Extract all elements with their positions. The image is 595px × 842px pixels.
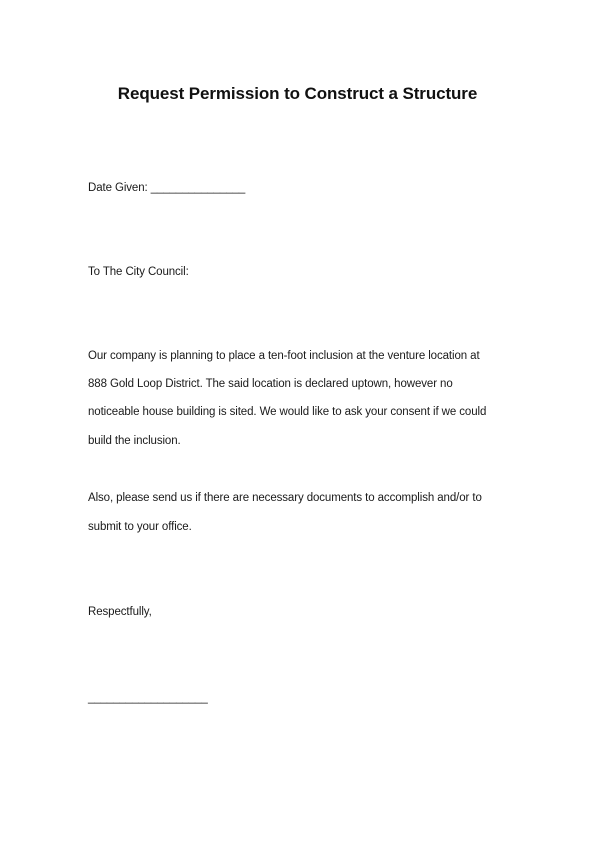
closing: Respectfully, [88, 606, 152, 618]
paragraph-1-line-2: 888 Gold Loop District. The said location is declared uptown, however no [88, 378, 453, 390]
paragraph-2-line-2: submit to your office. [88, 521, 192, 533]
date-given-line: Date Given: _______________ [88, 182, 246, 194]
paragraph-1-line-4: build the inclusion. [88, 435, 181, 447]
salutation: To The City Council: [88, 266, 189, 278]
paragraph-1-line-1: Our company is planning to place a ten-foot inclusion at the venture location at [88, 350, 480, 362]
document-title: Request Permission to Construct a Structure [117, 84, 478, 103]
paragraph-2-line-1: Also, please send us if there are necessary documents to accomplish and/or to [88, 492, 482, 504]
signature-line: ___________________ [88, 692, 208, 704]
paragraph-1-line-3: noticeable house building is sited. We would like to ask your consent if we could [88, 406, 487, 418]
